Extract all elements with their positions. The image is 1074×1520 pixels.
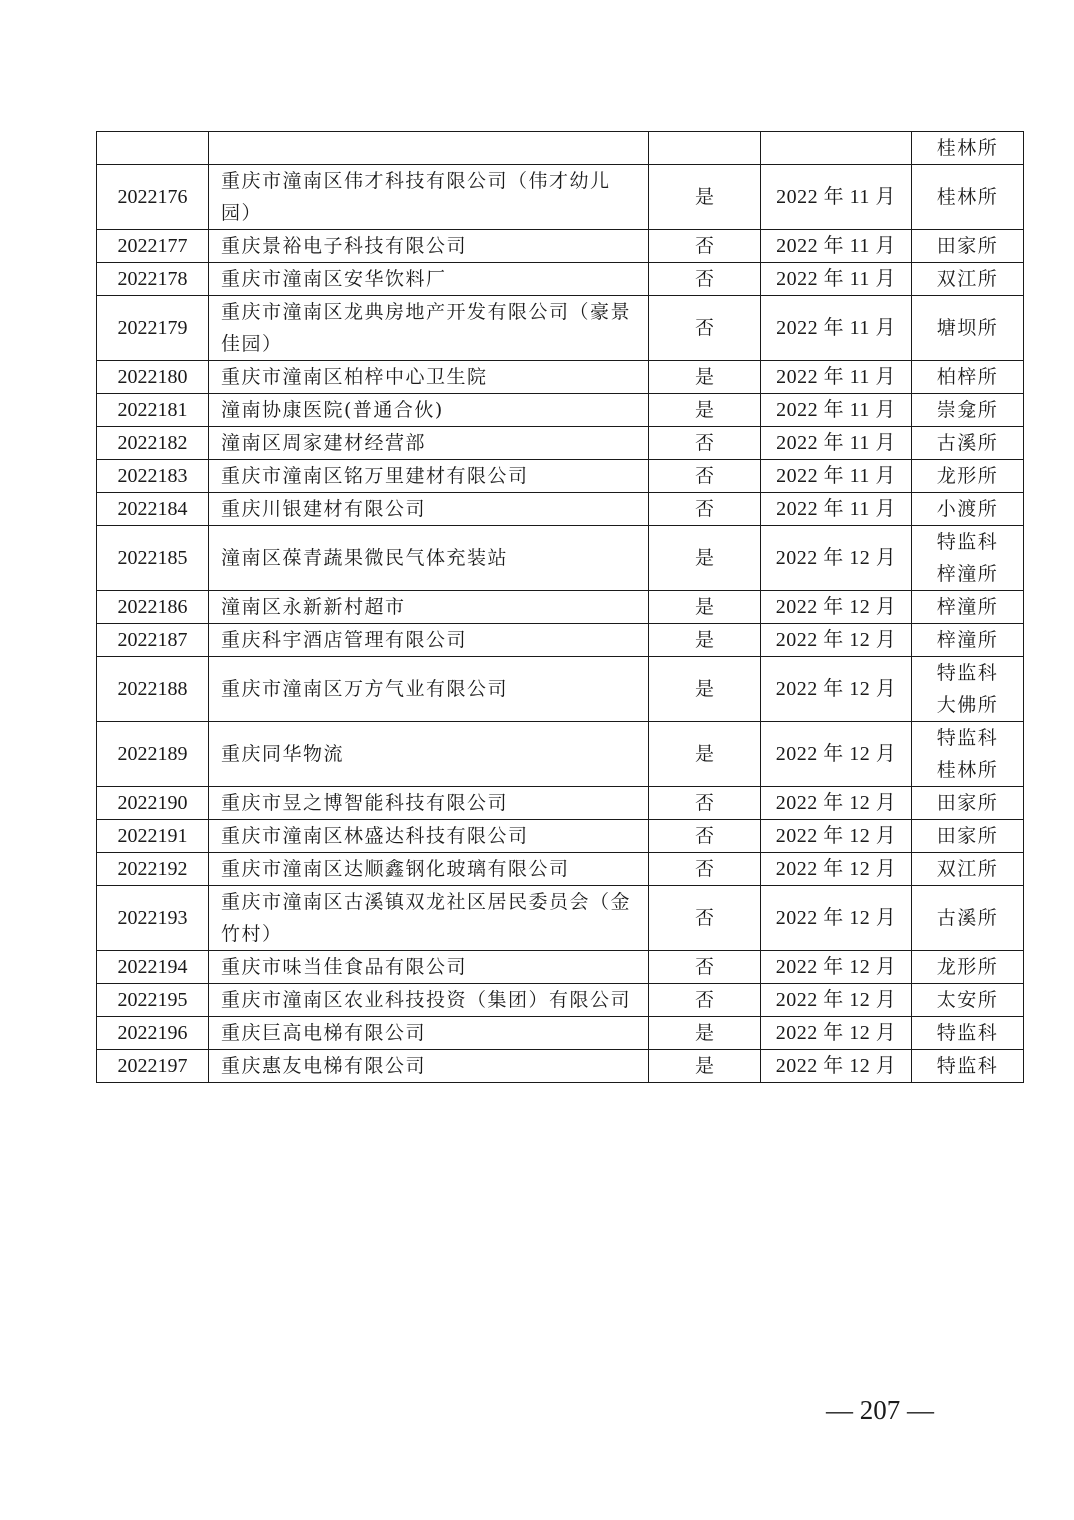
unit-cell: 龙形所 [912,460,1024,493]
flag-cell: 否 [649,263,761,296]
company-name-cell: 潼南区永新新村超市 [209,591,649,624]
date-cell: 2022 年 11 月 [761,296,912,361]
date-cell: 2022 年 11 月 [761,165,912,230]
record-code-cell: 2022191 [97,820,209,853]
flag-cell: 否 [649,984,761,1017]
flag-cell: 否 [649,427,761,460]
record-code-cell: 2022197 [97,1050,209,1083]
table-row [97,132,1024,165]
date-cell: 2022 年 12 月 [761,624,912,657]
record-code-cell: 2022188 [97,657,209,722]
date-cell: 2022 年 11 月 [761,230,912,263]
company-name-cell: 重庆市潼南区铭万里建材有限公司 [209,460,649,493]
flag-cell: 是 [649,526,761,591]
company-name-cell: 重庆市潼南区龙典房地产开发有限公司（豪景佳园） [209,296,649,361]
flag-cell: 否 [649,853,761,886]
record-code-cell: 2022195 [97,984,209,1017]
date-cell: 2022 年 12 月 [761,591,912,624]
table-row [97,951,1024,984]
date-cell: 2022 年 12 月 [761,886,912,951]
flag-cell: 是 [649,591,761,624]
date-cell: 2022 年 12 月 [761,820,912,853]
flag-cell: 否 [649,951,761,984]
company-name-cell: 潼南协康医院(普通合伙) [209,394,649,427]
date-cell: 2022 年 12 月 [761,657,912,722]
flag-cell: 否 [649,296,761,361]
date-cell: 2022 年 11 月 [761,493,912,526]
flag-cell: 是 [649,722,761,787]
table-row [97,984,1024,1017]
date-cell: 2022 年 12 月 [761,787,912,820]
flag-cell: 否 [649,886,761,951]
unit-cell: 桂林所 [912,165,1024,230]
record-code-cell: 2022190 [97,787,209,820]
record-code-cell: 2022192 [97,853,209,886]
table-row [97,657,1024,722]
record-code-cell: 2022180 [97,361,209,394]
table-row [97,165,1024,230]
date-cell: 2022 年 12 月 [761,1050,912,1083]
table-row [97,591,1024,624]
unit-cell: 特监科 [912,1017,1024,1050]
unit-cell: 太安所 [912,984,1024,1017]
company-name-cell: 重庆川银建材有限公司 [209,493,649,526]
company-name-cell: 重庆巨高电梯有限公司 [209,1017,649,1050]
record-code-cell: 2022194 [97,951,209,984]
company-name-cell: 重庆市潼南区伟才科技有限公司（伟才幼儿园） [209,165,649,230]
record-code-cell: 2022181 [97,394,209,427]
company-name-cell [209,132,649,165]
date-cell: 2022 年 12 月 [761,951,912,984]
record-code-cell: 2022186 [97,591,209,624]
date-cell: 2022 年 11 月 [761,460,912,493]
company-name-cell: 重庆市潼南区古溪镇双龙社区居民委员会（金竹村） [209,886,649,951]
unit-cell: 特监科 [912,1050,1024,1083]
unit-cell: 古溪所 [912,886,1024,951]
company-name-cell: 潼南区周家建材经营部 [209,427,649,460]
record-code-cell [97,132,209,165]
table-row [97,460,1024,493]
flag-cell: 否 [649,820,761,853]
record-table [96,131,1024,1083]
table-row [97,1017,1024,1050]
date-cell: 2022 年 12 月 [761,526,912,591]
table-row [97,230,1024,263]
unit-cell: 柏梓所 [912,361,1024,394]
table-row [97,263,1024,296]
record-code-cell: 2022182 [97,427,209,460]
company-name-cell: 重庆市潼南区万方气业有限公司 [209,657,649,722]
date-cell: 2022 年 11 月 [761,361,912,394]
date-cell: 2022 年 11 月 [761,394,912,427]
company-name-cell: 重庆市味当佳食品有限公司 [209,951,649,984]
unit-cell: 梓潼所 [912,591,1024,624]
flag-cell [649,132,761,165]
record-table-body [97,132,1024,1083]
table-row [97,1050,1024,1083]
flag-cell: 是 [649,657,761,722]
company-name-cell: 重庆科宇酒店管理有限公司 [209,624,649,657]
table-row [97,526,1024,591]
table-row [97,853,1024,886]
unit-cell: 特监科 梓潼所 [912,526,1024,591]
company-name-cell: 重庆市潼南区柏梓中心卫生院 [209,361,649,394]
record-code-cell: 2022185 [97,526,209,591]
table-row [97,493,1024,526]
record-code-cell: 2022189 [97,722,209,787]
table-row [97,427,1024,460]
flag-cell: 是 [649,165,761,230]
unit-cell: 梓潼所 [912,624,1024,657]
company-name-cell: 重庆惠友电梯有限公司 [209,1050,649,1083]
table-row [97,394,1024,427]
flag-cell: 否 [649,493,761,526]
date-cell: 2022 年 12 月 [761,984,912,1017]
flag-cell: 否 [649,460,761,493]
company-name-cell: 重庆市昱之博智能科技有限公司 [209,787,649,820]
unit-cell: 田家所 [912,820,1024,853]
record-code-cell: 2022183 [97,460,209,493]
table-row [97,886,1024,951]
unit-cell: 田家所 [912,787,1024,820]
table-row [97,787,1024,820]
unit-cell: 特监科 桂林所 [912,722,1024,787]
date-cell: 2022 年 11 月 [761,263,912,296]
record-code-cell: 2022187 [97,624,209,657]
date-cell: 2022 年 11 月 [761,427,912,460]
date-cell: 2022 年 12 月 [761,853,912,886]
unit-cell: 古溪所 [912,427,1024,460]
record-code-cell: 2022193 [97,886,209,951]
unit-cell: 田家所 [912,230,1024,263]
flag-cell: 是 [649,394,761,427]
unit-cell: 双江所 [912,263,1024,296]
flag-cell: 是 [649,624,761,657]
record-code-cell: 2022177 [97,230,209,263]
unit-cell: 小渡所 [912,493,1024,526]
table-row [97,361,1024,394]
flag-cell: 是 [649,361,761,394]
record-code-cell: 2022179 [97,296,209,361]
unit-cell: 塘坝所 [912,296,1024,361]
flag-cell: 否 [649,787,761,820]
table-row [97,624,1024,657]
company-name-cell: 重庆市潼南区安华饮料厂 [209,263,649,296]
company-name-cell: 重庆市潼南区林盛达科技有限公司 [209,820,649,853]
record-code-cell: 2022196 [97,1017,209,1050]
company-name-cell: 重庆市潼南区达顺鑫钢化玻璃有限公司 [209,853,649,886]
flag-cell: 否 [649,230,761,263]
page-number: — 207 — [826,1395,934,1425]
date-cell [761,132,912,165]
company-name-cell: 重庆景裕电子科技有限公司 [209,230,649,263]
flag-cell: 是 [649,1050,761,1083]
unit-cell: 双江所 [912,853,1024,886]
table-row [97,296,1024,361]
company-name-cell: 潼南区葆青蔬果微民气体充装站 [209,526,649,591]
unit-cell: 龙形所 [912,951,1024,984]
record-code-cell: 2022176 [97,165,209,230]
date-cell: 2022 年 12 月 [761,722,912,787]
company-name-cell: 重庆同华物流 [209,722,649,787]
unit-cell: 特监科 大佛所 [912,657,1024,722]
record-code-cell: 2022184 [97,493,209,526]
record-code-cell: 2022178 [97,263,209,296]
table-row [97,722,1024,787]
unit-cell: 崇龛所 [912,394,1024,427]
flag-cell: 是 [649,1017,761,1050]
table-row [97,820,1024,853]
unit-cell: 桂林所 [912,132,1024,165]
company-name-cell: 重庆市潼南区农业科技投资（集团）有限公司 [209,984,649,1017]
date-cell: 2022 年 12 月 [761,1017,912,1050]
